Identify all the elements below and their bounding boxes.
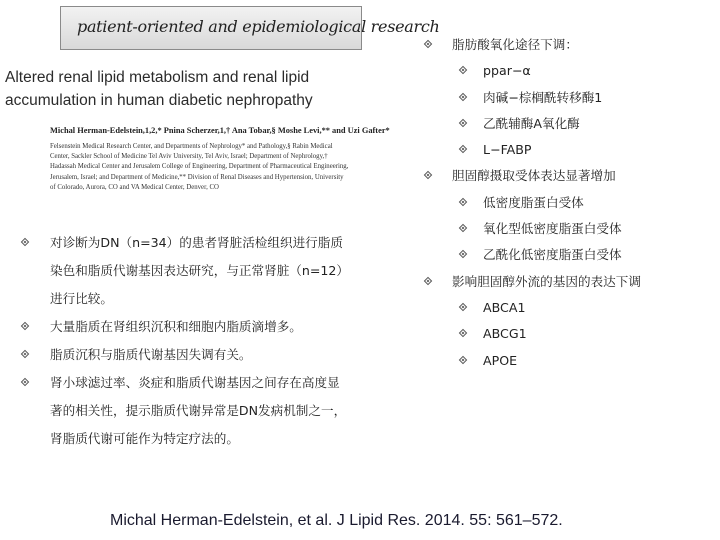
list-item xyxy=(20,313,350,341)
finding-text: 对诊断为DN（n=34）的患者肾脏活检组织进行脂质染色和脂质代谢基因表达研究，与正常肾脏（n=12）进行比较。 xyxy=(50,235,350,306)
diamond-bullet-icon xyxy=(21,238,29,246)
diamond-bullet-icon xyxy=(459,145,467,153)
sub-item-text: ABCG1 xyxy=(483,326,527,342)
item-text: 脂肪酸氧化途径下调： xyxy=(452,37,578,52)
gene-expression-list xyxy=(420,32,715,374)
diamond-bullet-icon xyxy=(459,198,467,206)
sub-item-text: 乙酰辅酶A氧化酶 xyxy=(483,115,580,131)
list-item xyxy=(420,269,715,295)
diamond-bullet-icon xyxy=(424,40,432,48)
diamond-bullet-icon xyxy=(459,303,467,311)
sub-item-text: APOE xyxy=(483,352,518,368)
sub-list-item xyxy=(420,242,715,268)
sub-list-item xyxy=(420,348,715,374)
sub-item-text: 氧化型低密度脂蛋白受体 xyxy=(483,221,622,237)
diamond-bullet-icon xyxy=(424,171,432,179)
diamond-bullet-icon xyxy=(459,119,467,127)
sub-item-text: L−FABP xyxy=(483,142,532,158)
sub-list-item xyxy=(420,137,715,163)
diamond-bullet-icon xyxy=(459,250,467,258)
item-text: 影响胆固醇外流的基因的表达下调 xyxy=(452,273,641,289)
paper-authors: Michal Herman-Edelstein,1,2,* Pnina Scherzer,1,† Ana Tobar,§ Moshe Levi,** and Uzi Gafter* xyxy=(50,126,390,135)
paper-affiliations: Felsenstein Medical Research Center, and Departments of Nephrology* and Pathology,§ Rabin Medical Center, Sackler School of Medicine Tel Aviv University, Tel Aviv, Israel; Department of Nephrology,† Hadassah Medical Center and Jerusalem College of Engineering, Department of Pharmaceutical Engineering, Jerusalem, Israel; and Department of Medicine,** Division of Renal Diseases and Hypertension, University of Colorado, Aurora, CO and VA Medical Center, Denver, CO xyxy=(50,143,349,191)
diamond-bullet-icon xyxy=(459,92,467,100)
finding-text: 肾小球滤过率、炎症和脂质代谢基因之间存在高度显著的相关性，提示脂质代谢异常是DN发病机制之一，肾脂质代谢可能作为特定疗法的。 xyxy=(50,375,347,446)
diamond-bullet-icon xyxy=(21,378,29,386)
item-text: 胆固醇摄取受体表达显著增加 xyxy=(452,168,616,184)
diamond-bullet-icon xyxy=(459,355,467,363)
journal-section-banner xyxy=(60,6,440,50)
sub-list-item xyxy=(420,58,715,84)
sub-list-item xyxy=(420,321,715,347)
citation: Michal Herman-Edelstein, et al. J Lipid Res. 2014. 55: 561–572. xyxy=(110,512,563,529)
sub-list-item xyxy=(420,190,715,216)
paper-title: Altered renal lipid metabolism and renal lipid accumulation in human diabetic nephropathy xyxy=(5,69,313,109)
sub-item-text: 乙酰化低密度脂蛋白受体 xyxy=(483,247,622,263)
sub-list-item xyxy=(420,216,715,242)
findings-list xyxy=(20,229,350,453)
sub-item-text: 低密度脂蛋白受体 xyxy=(483,194,584,210)
list-item xyxy=(20,229,350,313)
diamond-bullet-icon xyxy=(21,322,29,330)
list-item xyxy=(420,163,715,189)
diamond-bullet-icon xyxy=(459,66,467,74)
journal-section-label: patient-oriented and epidemiological research xyxy=(77,17,440,36)
finding-text: 大量脂质在肾组织沉积和细胞内脂质滴增多。 xyxy=(50,319,302,334)
diamond-bullet-icon xyxy=(459,329,467,337)
list-item xyxy=(20,341,350,369)
sub-list-item xyxy=(420,295,715,321)
list-item xyxy=(420,32,715,58)
sub-item-text: ppar−α xyxy=(483,63,531,79)
sub-list-item xyxy=(420,111,715,137)
finding-text: 脂质沉积与脂质代谢基因失调有关。 xyxy=(50,347,252,362)
sub-list-item xyxy=(420,85,715,111)
diamond-bullet-icon xyxy=(424,276,432,284)
diamond-bullet-icon xyxy=(21,350,29,358)
sub-item-text: ABCA1 xyxy=(483,299,526,315)
list-item xyxy=(20,369,350,453)
sub-item-text: 肉碱−棕榈酰转移酶1 xyxy=(483,89,603,105)
diamond-bullet-icon xyxy=(459,224,467,232)
